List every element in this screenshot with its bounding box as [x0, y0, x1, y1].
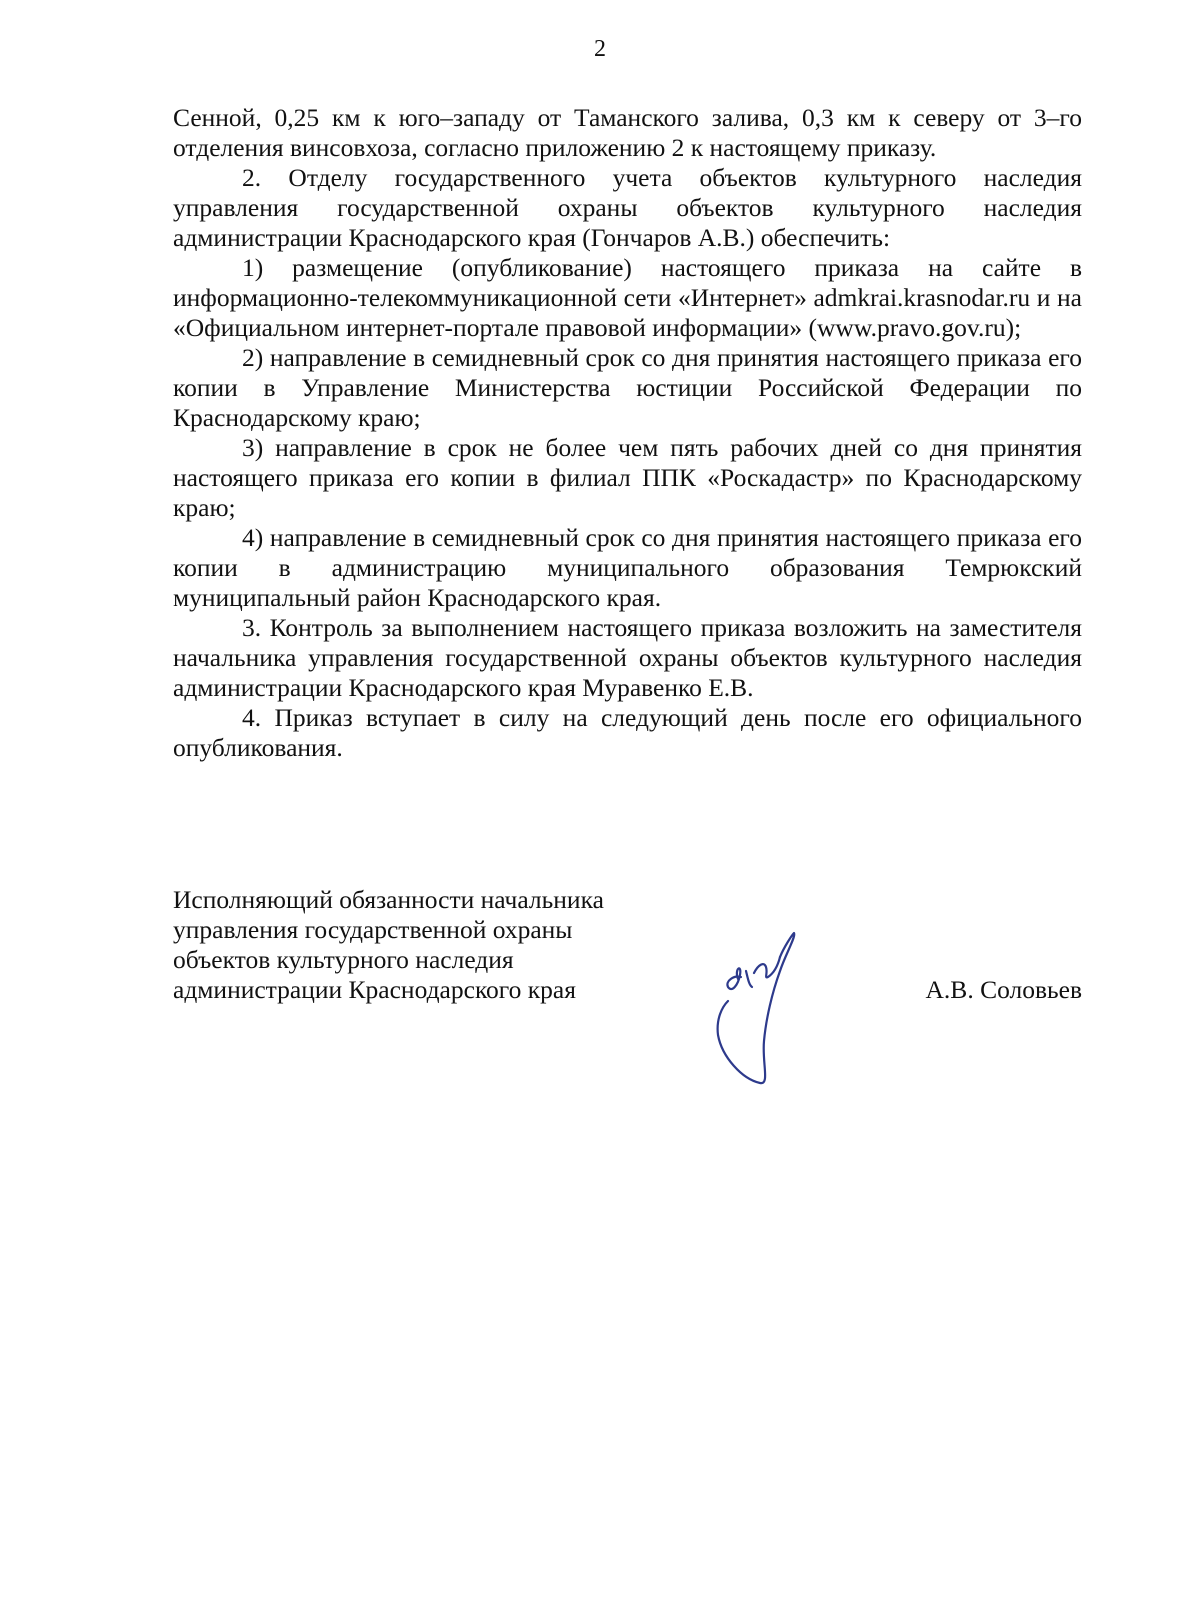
signatory-title-line: объектов культурного наследия — [173, 945, 514, 974]
signatory-name: А.В. Соловьев — [925, 975, 1082, 1004]
paragraph-item-3: 3. Контроль за выполнением настоящего приказа возложить на заместителя начальника управления государственной охраны объектов культурного наследия администрации Краснодарского края Муравенко Е.В. — [173, 613, 1082, 702]
signatory-title — [173, 885, 693, 1005]
signatory-title-line: администрации Краснодарского края — [173, 975, 576, 1004]
signatory-title-line: Исполняющий обязанности начальника — [173, 885, 604, 914]
subitem-2: 2) направление в семидневный срок со дня принятия настоящего приказа его копии в Управление Министерства юстиции Российской Федерации по Краснодарскому краю; — [173, 343, 1082, 432]
paragraph-continuation: Сенной, 0,25 км к юго–западу от Таманского залива, 0,3 км к северу от 3–го отделения винсовхоза, согласно приложению 2 к настоящему приказу. — [173, 103, 1082, 162]
document-body — [173, 103, 1082, 763]
paragraph-item-2: 2. Отделу государственного учета объектов культурного наследия управления государственной охраны объектов культурного наследия администрации Краснодарского края (Гончаров А.В.) обеспечить: — [173, 163, 1082, 252]
subitem-1: 1) размещение (опубликование) настоящего приказа на сайте в информационно-телекоммуникационной сети «Интернет» admkrai.krasnodar.ru и на «Официальном интернет-портале правовой информации» (www.pravo.gov.ru); — [173, 253, 1082, 342]
subitem-4: 4) направление в семидневный срок со дня принятия настоящего приказа его копии в администрацию муниципального образования Темрюкский муниципальный район Краснодарского края. — [173, 523, 1082, 612]
paragraph-item-4: 4. Приказ вступает в силу на следующий день после его официального опубликования. — [173, 703, 1082, 762]
handwritten-signature — [708, 927, 818, 1087]
page-number: 2 — [594, 36, 606, 62]
subitem-3: 3) направление в срок не более чем пять рабочих дней со дня принятия настоящего приказа его копии в филиал ППК «Роскадастр» по Краснодарскому краю; — [173, 433, 1082, 522]
signatory-title-line: управления государственной охраны — [173, 915, 573, 944]
signature-block — [173, 885, 1082, 1105]
